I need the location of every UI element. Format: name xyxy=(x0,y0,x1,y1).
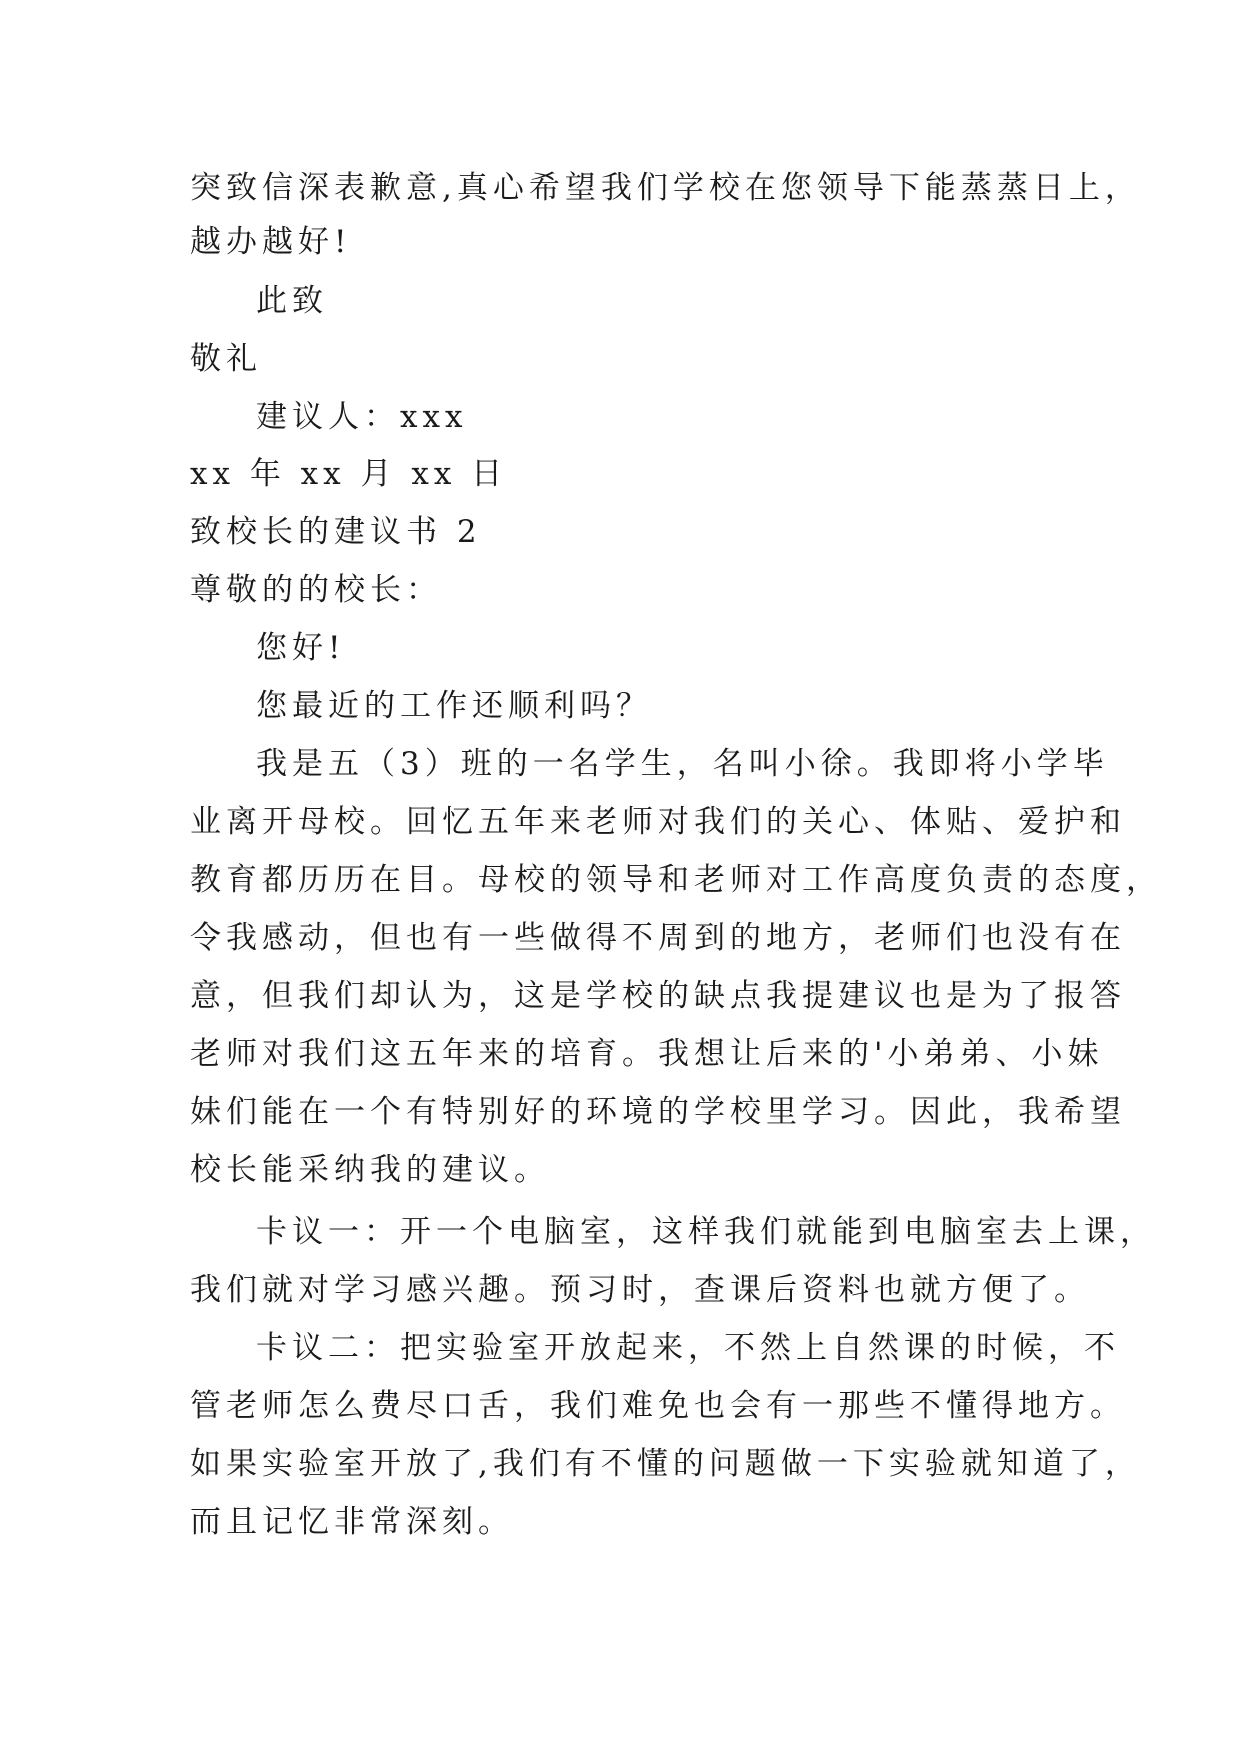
text-line: 卡议二：把实验室开放起来，不然上自然课的时候，不 xyxy=(256,1330,1120,1366)
text-line: 突致信深表歉意,真心希望我们学校在您领导下能蒸蒸日上， xyxy=(190,170,1141,206)
text-line: 您最近的工作还顺利吗？ xyxy=(256,688,652,724)
closing-salutation: 此致 xyxy=(256,283,328,319)
text-line: 教育都历历在目。母校的领导和老师对工作高度负责的态度， xyxy=(190,862,1162,898)
closing-respect: 敬礼 xyxy=(190,341,262,377)
text-line: 越办越好! xyxy=(190,224,352,260)
text-line: 老师对我们这五年来的培育。我想让后来的'小弟弟、小妹 xyxy=(190,1036,1104,1072)
text-line: 如果实验室开放了,我们有不懂的问题做一下实验就知道了， xyxy=(190,1446,1141,1482)
text-line: 您好! xyxy=(256,630,346,666)
date-line: xx 年 xx 月 xx 日 xyxy=(190,456,508,492)
text-line: 而且记忆非常深刻。 xyxy=(190,1504,514,1540)
text-line: 令我感动，但也有一些做得不周到的地方，老师们也没有在 xyxy=(190,920,1126,956)
text-line: 卡议一：开一个电脑室，这样我们就能到电脑室去上课， xyxy=(256,1214,1156,1250)
greeting-line: 尊敬的的校长： xyxy=(190,572,442,608)
text-line: 校长能采纳我的建议。 xyxy=(190,1152,550,1188)
text-line: 业离开母校。回忆五年来老师对我们的关心、体贴、爱护和 xyxy=(190,804,1126,840)
text-line: 管老师怎么费尽口舌，我们难免也会有一那些不懂得地方。 xyxy=(190,1388,1126,1424)
text-line: 意，但我们却认为，这是学校的缺点我提建议也是为了报答 xyxy=(190,978,1126,1014)
text-line: 妹们能在一个有特别好的环境的学校里学习。因此，我希望 xyxy=(190,1094,1126,1130)
section-title: 致校长的建议书 2 xyxy=(190,514,482,550)
signature-line: 建议人：xxx xyxy=(256,399,468,435)
text-line: 我是五（3）班的一名学生，名叫小徐。我即将小学毕 xyxy=(256,746,1109,782)
text-line: 我们就对学习感兴趣。预习时，查课后资料也就方便了。 xyxy=(190,1272,1090,1308)
